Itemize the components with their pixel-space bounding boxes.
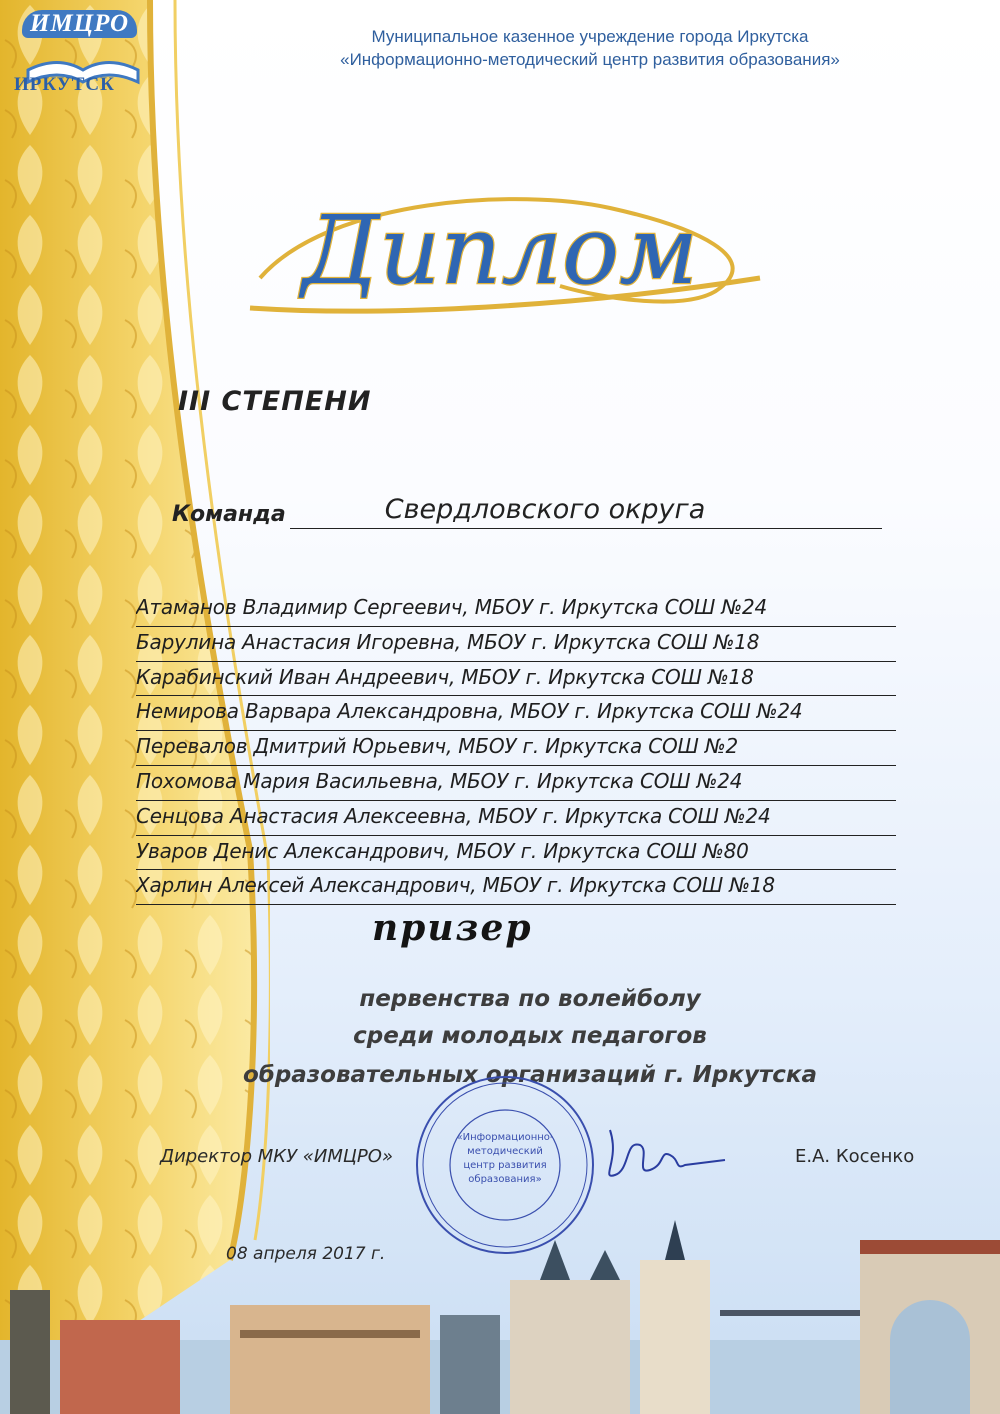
member-line: Харлин Алексей Александрович, МБОУ г. Иркутска СОШ №18: [136, 870, 896, 905]
diploma-title-text: Диплом: [301, 196, 699, 306]
logo-bottom-text: ИРКУТСК: [14, 74, 115, 95]
official-stamp: [410, 1070, 600, 1260]
description-line-3: образовательных организаций г. Иркутска: [242, 1062, 818, 1088]
logo-top-text: ИМЦРО: [22, 10, 137, 38]
description-line-1: первенства по волейболу: [359, 986, 701, 1012]
svg-text:«Информационно-: «Информационно-: [456, 1132, 554, 1143]
svg-text:центр развития: центр развития: [463, 1160, 547, 1171]
member-line: Атаманов Владимир Сергеевич, МБОУ г. Иркутска СОШ №24: [136, 592, 896, 627]
member-line: Карабинский Иван Андреевич, МБОУ г. Иркутска СОШ №18: [136, 662, 896, 697]
member-line: Уваров Денис Александрович, МБОУ г. Иркутска СОШ №80: [136, 836, 896, 871]
director-name: Е.А. Косенко: [795, 1146, 915, 1167]
organization-line-1: Муниципальное казенное учреждение города Иркутска: [371, 27, 809, 46]
director-position: Директор МКУ «ИМЦРО»: [160, 1146, 393, 1167]
degree-text: III СТЕПЕНИ: [178, 386, 372, 417]
description-line-2: среди молодых педагогов: [353, 1023, 707, 1049]
svg-text:образования»: образования»: [468, 1174, 542, 1185]
member-line: Барулина Анастасия Игоревна, МБОУ г. Иркутска СОШ №18: [136, 627, 896, 662]
svg-text:методический: методический: [467, 1146, 543, 1157]
member-line: Похомова Мария Васильевна, МБОУ г. Иркутска СОШ №24: [136, 766, 896, 801]
members-list: [136, 592, 896, 905]
team-name: Свердловского округа: [384, 494, 706, 525]
team-underline: [290, 528, 882, 529]
diploma-title: [0, 168, 1000, 338]
issue-date: 08 апреля 2017 г.: [226, 1244, 386, 1264]
member-line: Сенцова Анастасия Алексеевна, МБОУ г. Иркутска СОШ №24: [136, 801, 896, 836]
member-line: Немирова Варвара Александровна, МБОУ г. Иркутска СОШ №24: [136, 696, 896, 731]
organization-line-2: «Информационно-методический центр развития образования»: [340, 50, 840, 69]
award-title: призер: [372, 907, 533, 949]
member-line: Перевалов Дмитрий Юрьевич, МБОУ г. Иркутска СОШ №2: [136, 731, 896, 766]
team-label: Команда: [172, 502, 286, 527]
director-signature: [590, 1120, 730, 1190]
